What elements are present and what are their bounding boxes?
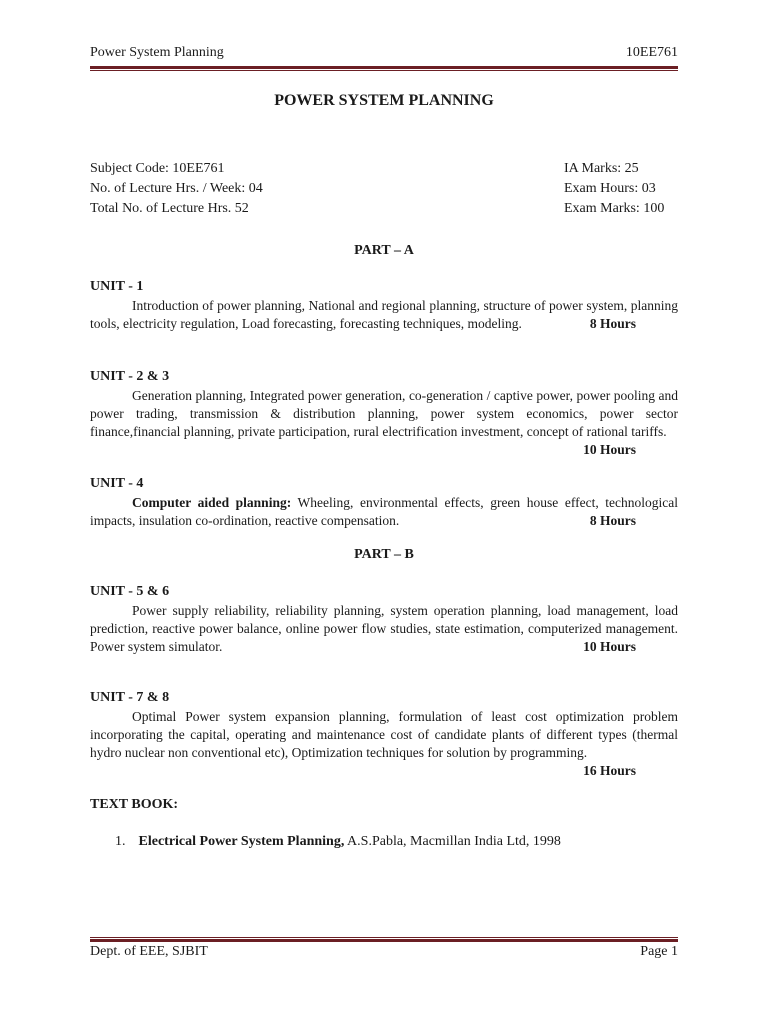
page-number: Page 1 (640, 944, 678, 959)
subject-code: Subject Code: 10EE761 (90, 161, 225, 176)
unit-1 (90, 278, 678, 333)
unit-heading: UNIT - 5 & 6 (90, 584, 170, 599)
lecture-hours-week: No. of Lecture Hrs. / Week: 04 (90, 181, 263, 196)
page-footer (90, 944, 678, 960)
unit-hours: 10 Hours (583, 639, 636, 654)
textbook-heading: TEXT BOOK: (90, 797, 179, 812)
textbook-item-title: Electrical Power System Planning, (138, 834, 345, 849)
unit-heading: UNIT - 7 & 8 (90, 690, 170, 705)
textbook-item (115, 834, 561, 850)
unit-5-6 (90, 583, 678, 656)
footer-department: Dept. of EEE, SJBIT (90, 944, 208, 959)
textbook-item-details: A.S.Pabla, Macmillan India Ltd, 1998 (344, 834, 561, 849)
unit-heading: UNIT - 2 & 3 (90, 369, 170, 384)
unit-hours: 10 Hours (583, 442, 636, 457)
unit-description: Introduction of power planning, National and regional planning, structure of power system, planning tools, electricity regulation, Load forecasting, forecasting techniques, modeling. (90, 298, 678, 331)
header-course-code: 10EE761 (625, 45, 678, 60)
textbook-item-number: 1. (115, 834, 126, 849)
footer-rule (90, 936, 678, 942)
unit-description: Wheeling, environmental effects, green house effect, technological impacts, insulation co-ordination, reactive compensation. (90, 495, 678, 528)
unit-hours: 8 Hours (589, 513, 636, 528)
page-title: POWER SYSTEM PLANNING (274, 92, 494, 109)
unit-hours: 16 Hours (583, 763, 636, 778)
header-course-title: Power System Planning (90, 45, 224, 60)
unit-heading: UNIT - 1 (90, 279, 144, 294)
total-lecture-hours: Total No. of Lecture Hrs. 52 (90, 201, 249, 216)
page-header (90, 45, 678, 65)
exam-hours: Exam Hours: 03 (564, 181, 656, 196)
course-meta (90, 159, 678, 219)
header-rule (90, 66, 678, 71)
exam-marks: Exam Marks: 100 (564, 201, 665, 216)
unit-description: Generation planning, Integrated power generation, co-generation / captive power, power pooling and power trading, transmission & distribution planning, power system economics, power sector finance,financial planning, private participation, rural electrification investment, concept of rational tariffs. (90, 388, 678, 439)
unit-description: Power supply reliability, reliability planning, system operation planning, load management, load prediction, reactive power balance, online power flow studies, state estimation, computerized management. Power system simulator. (90, 603, 678, 654)
part-a-heading: PART – A (354, 243, 414, 258)
unit-description-lead: Computer aided planning: (132, 495, 292, 510)
ia-marks: IA Marks: 25 (564, 161, 639, 176)
unit-heading: UNIT - 4 (90, 476, 144, 491)
unit-description: Optimal Power system expansion planning, formulation of least cost optimization problem incorporating the capital, operating and maintenance cost of candidate plants of different types (thermal hydro nuclear non conventional etc), Optimization techniques for solution by programming. (90, 709, 678, 760)
unit-hours: 8 Hours (589, 316, 636, 331)
unit-2-3 (90, 368, 678, 459)
part-b-heading: PART – B (354, 547, 414, 562)
unit-4 (90, 475, 678, 530)
unit-7-8 (90, 689, 678, 780)
